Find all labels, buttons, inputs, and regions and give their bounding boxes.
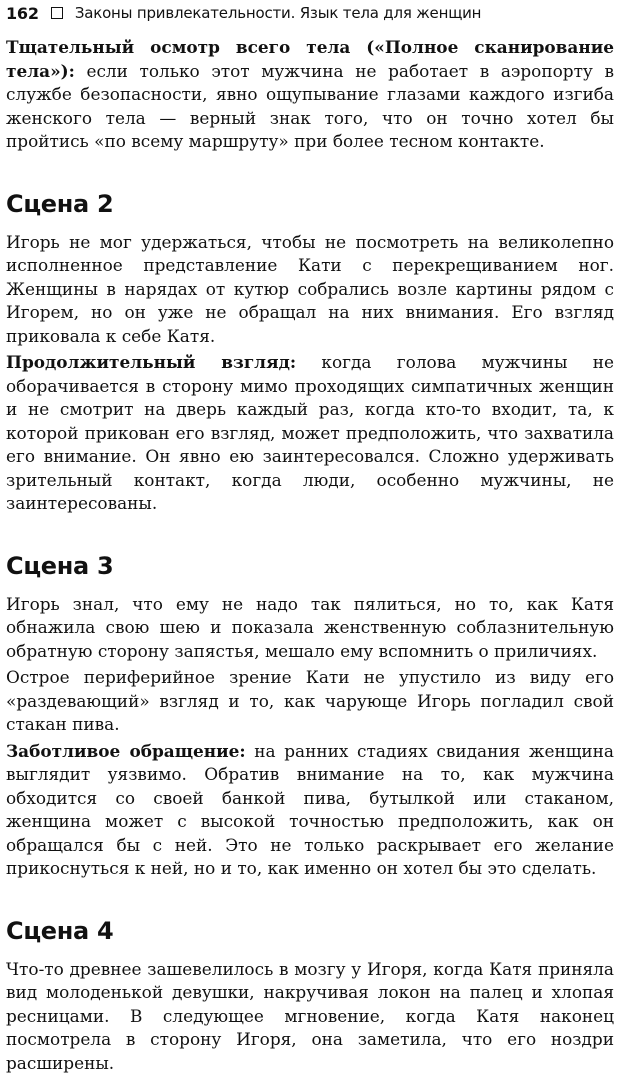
section-heading-scene-3: Сцена 3 (6, 551, 614, 581)
paragraph-prolonged-gaze (6, 351, 614, 516)
running-head (6, 1, 614, 25)
paragraph-peripheral-vision (6, 666, 614, 737)
section-heading-scene-2: Сцена 2 (6, 189, 614, 219)
paragraph-scene-4 (6, 958, 614, 1075)
term: Заботливое обращение: (6, 741, 246, 761)
section-heading-scene-4: Сцена 4 (6, 916, 614, 946)
term: Тщательный осмотр всего тела («Полное сканирование тела»): (6, 37, 614, 81)
paragraph-text: на ранних стадиях свидания женщина выглядит уязвимо. Обратив внимание на то, как мужчина обходится со своей банкой пива, бутылкой или стаканом, женщина может с высокой точностью предположить, как он обращался бы с ней. Это не только раскрывает его желание прикоснуться к ней, но и то, как именно он хотел бы это сделать. (6, 741, 614, 879)
paragraph-text: Острое периферийное зрение Кати не упустило из виду его «раздевающий» взгляд и то, как чарующе Игорь погладил свой стакан пива. (6, 667, 614, 734)
paragraph-scene-2 (6, 231, 614, 349)
checkbox-square-icon (51, 7, 63, 19)
paragraph-full-body-scan (6, 36, 614, 154)
page-number: 162 (6, 4, 39, 23)
paragraph-text: когда голова мужчины не оборачивается в сторону мимо проходящих симпатичных женщин и не смотрит на дверь каждый раз, когда кто-то входит, та, к которой прикован его взгляд, может предположить, что захватила его внимание. Он явно ею заинтересовался. Сложно удерживать зрительный контакт, когда люди, особенно мужчины, не заинтересованы. (6, 352, 614, 513)
book-title: Законы привлекательности. Язык тела для женщин (75, 4, 481, 22)
paragraph-text: Игорь не мог удержаться, чтобы не посмотреть на великолепно исполненное представление Кати с перекрещиванием ног. Женщины в нарядах от кутюр собрались возле картины рядом с Игорем, но он уже не обращал на них внимания. Его взгляд приковала к себе Катя. (6, 232, 614, 346)
paragraph-text: если только этот мужчина не работает в аэропорту в службе безопасности, явно ощупывание глазами каждого изгиба женского тела — верный знак того, что он точно хотел бы пройтись «по всему маршруту» при более тесном контакте. (6, 61, 614, 152)
book-page (6, 0, 614, 1075)
paragraph-text: Игорь знал, что ему не надо так пялиться, но то, как Катя обнажила свою шею и показала женственную соблазнительную обратную сторону запястья, мешало ему вспомнить о приличиях. (6, 594, 614, 661)
paragraph-text: Что-то древнее зашевелилось в мозгу у Игоря, когда Катя приняла вид молоденькой девушки, накручивая локон на палец и хлопая ресницами. В следующее мгновение, когда Катя наконец посмотрела в сторону Игоря, она заметила, что его ноздри расширены. (6, 959, 614, 1073)
paragraph-scene-3 (6, 593, 614, 664)
paragraph-caring-treatment (6, 740, 614, 881)
term: Продолжительный взгляд: (6, 352, 296, 372)
